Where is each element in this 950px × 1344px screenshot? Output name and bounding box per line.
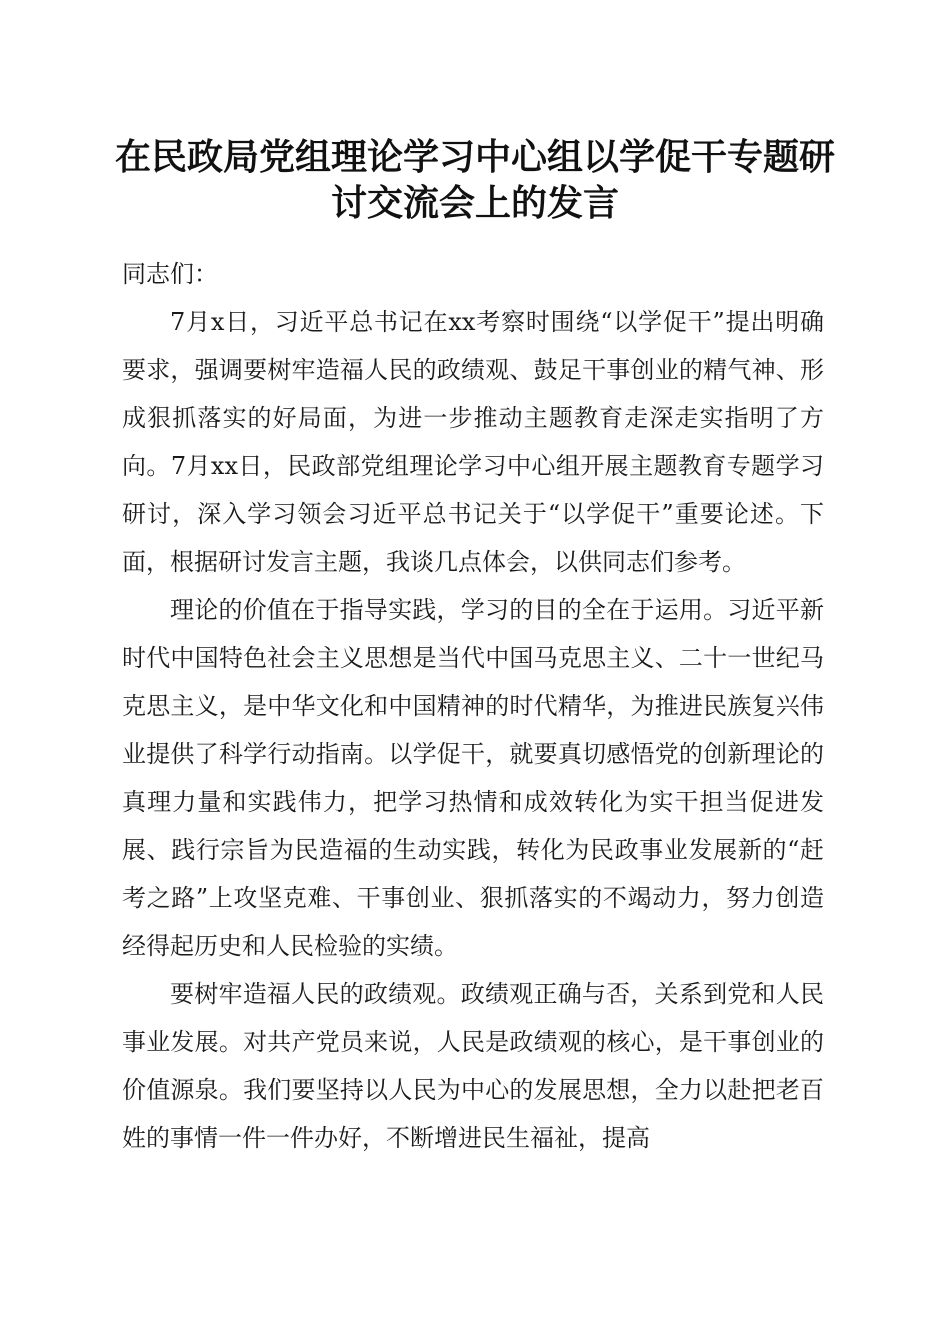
paragraph-2: 理论的价值在于指导实践，学习的目的全在于运用。习近平新时代中国特色社会主义思想是当代中国马克思主义、二十一世纪马克思主义，是中华文化和中国精神的时代精华，为推进民族复兴伟业提供了科学行动指南。以学促干，就要真切感悟党的创新理论的真理力量和实践伟力，把学习热情和成效转化为实干担当促进发展、践行宗旨为民造福的生动实践，转化为民政事业发展新的“赶考之路”上攻坚克难、干事创业、狠抓落实的不竭动力，努力创造经得起历史和人民检验的实绩。: [122, 596, 824, 960]
greeting: 同志们：: [122, 260, 218, 288]
paragraph-3: 要树牢造福人民的政绩观。政绩观正确与否，关系到党和人民事业发展。对共产党员来说，人民是政绩观的核心，是干事创业的价值源泉。我们要坚持以人民为中心的发展思想，全力以赴把老百姓的事情一件一件办好，不断增进民生福祉，提高: [122, 980, 824, 1152]
paragraph-1: 7月x日，习近平总书记在xx考察时围绕“以学促干”提出明确要求，强调要树牢造福人民的政绩观、鼓足干事创业的精气神、形成狠抓落实的好局面，为进一步推动主题教育走深走实指明了方向。7月xx日，民政部党组理论学习中心组开展主题教育专题学习研讨，深入学习领会习近平总书记关于“以学促干”重要论述。下面，根据研讨发言主题，我谈几点体会，以供同志们参考。: [122, 308, 824, 576]
document-title: 在民政局党组理论学习中心组以学促干专题研讨交流会上的发言: [114, 136, 835, 224]
document-body: [122, 250, 824, 1162]
